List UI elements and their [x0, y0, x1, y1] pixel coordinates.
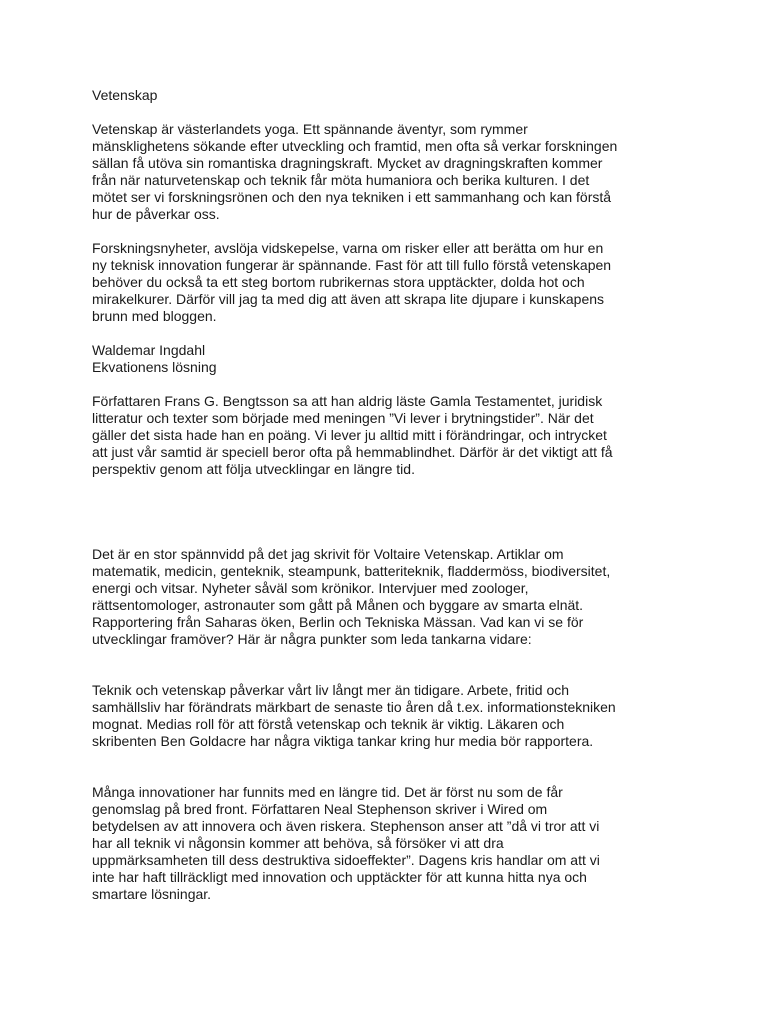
author-block [92, 342, 692, 376]
text-line: mognat. Medias roll för att förstå vetenskap och teknik är viktig. Läkaren och [92, 716, 565, 732]
text-line: Vetenskap är västerlandets yoga. Ett spännande äventyr, som rymmer [92, 121, 528, 137]
text-line: ny teknisk innovation fungerar är spännande. Fast för att till fullo förstå vetenskapen [92, 257, 612, 273]
text-line: Det är en stor spännvidd på det jag skrivit för Voltaire Vetenskap. Artiklar om [92, 546, 564, 562]
text-line: att just vår samtid är speciell beror ofta på hemmablindhet. Därför är det viktigt att få [92, 444, 613, 460]
text-line: behöver du också ta ett steg bortom rubrikernas stora upptäckter, dolda hot och [92, 274, 585, 290]
document-title [92, 87, 692, 104]
text-line: Författaren Frans G. Bengtsson sa att han aldrig läste Gamla Testamentet, juridisk [92, 393, 603, 409]
text-line: Teknik och vetenskap påverkar vårt liv långt mer än tidigare. Arbete, fritid och [92, 682, 570, 698]
text-line: brunn med bloggen. [92, 308, 217, 324]
text-line: mänsklighetens sökande efter utveckling och framtid, men ofta så verkar forskningen [92, 138, 618, 154]
text-line: sällan få utöva sin romantiska dragningskraft. Mycket av dragningskraften kommer [92, 155, 603, 171]
paragraph-6 [92, 784, 692, 903]
text-line: utvecklingar framöver? Här är några punkter som leda tankarna vidare: [92, 631, 532, 647]
text-line: mötet ser vi forskningsrönen och den nya tekniken i ett sammanhang och kan förstå [92, 189, 612, 205]
text-line: energi och vitsar. Nyheter såväl som krönikor. Intervjuer med zoologer, [92, 580, 529, 596]
text-line: skribenten Ben Goldacre har några viktiga tankar kring hur media bör rapportera. [92, 733, 594, 749]
text-line: har all teknik vi någonsin kommer att behöva, så försöker vi att dra [92, 835, 504, 851]
text-line: från när naturvetenskap och teknik får möta humaniora och berika kulturen. I det [92, 172, 590, 188]
text-line: inte har haft tillräckligt med innovation och upptäckter för att kunna hitta nya och [92, 869, 587, 885]
paragraph-intro [92, 121, 692, 223]
text-line: Forskningsnyheter, avslöja vidskepelse, varna om risker eller att berätta om hur en [92, 240, 604, 256]
text-line: samhällsliv har förändrats märkbart de senaste tio åren då t.ex. informationstekniken [92, 699, 616, 715]
author-name: Waldemar Ingdahl [92, 342, 206, 358]
paragraph-5 [92, 682, 692, 750]
text-line: betydelsen av att innovera och även riskera. Stephenson anser att ”då vi tror att vi [92, 818, 600, 834]
text-line: smartare lösningar. [92, 886, 212, 902]
text-line: perspektiv genom att följa utvecklingar en längre tid. [92, 461, 415, 477]
text-line: matematik, medicin, genteknik, steampunk, batteriteknik, fladdermöss, biodiversitet, [92, 563, 611, 579]
title-line: Vetenskap [92, 87, 158, 103]
paragraph-4 [92, 546, 692, 648]
text-line: litteratur och texter som började med meningen ”Vi lever i brytningstider”. När det [92, 410, 594, 426]
text-line: mirakelkurer. Därför vill jag ta med dig att även att skrapa lite djupare i kunskapens [92, 291, 605, 307]
text-line: Många innovationer har funnits med en längre tid. Det är först nu som de får [92, 784, 563, 800]
text-line: rättsentomologer, astronauter som gått på Månen och byggare av smarta elnät. [92, 597, 584, 613]
text-line: genomslag på bred front. Författaren Neal Stephenson skriver i Wired om [92, 801, 548, 817]
text-line: hur de påverkar oss. [92, 206, 220, 222]
document-page [92, 87, 692, 903]
text-line: gäller det sista hade han en poäng. Vi lever ju alltid mitt i förändringar, och intrycket [92, 427, 607, 443]
text-line: Rapportering från Saharas öken, Berlin och Tekniska Mässan. Vad kan vi se för [92, 614, 584, 630]
paragraph-2 [92, 240, 692, 325]
paragraph-3 [92, 393, 692, 478]
text-line: uppmärksamheten till dess destruktiva sidoeffekter”. Dagens kris handlar om att vi [92, 852, 600, 868]
section-subtitle: Ekvationens lösning [92, 359, 217, 375]
